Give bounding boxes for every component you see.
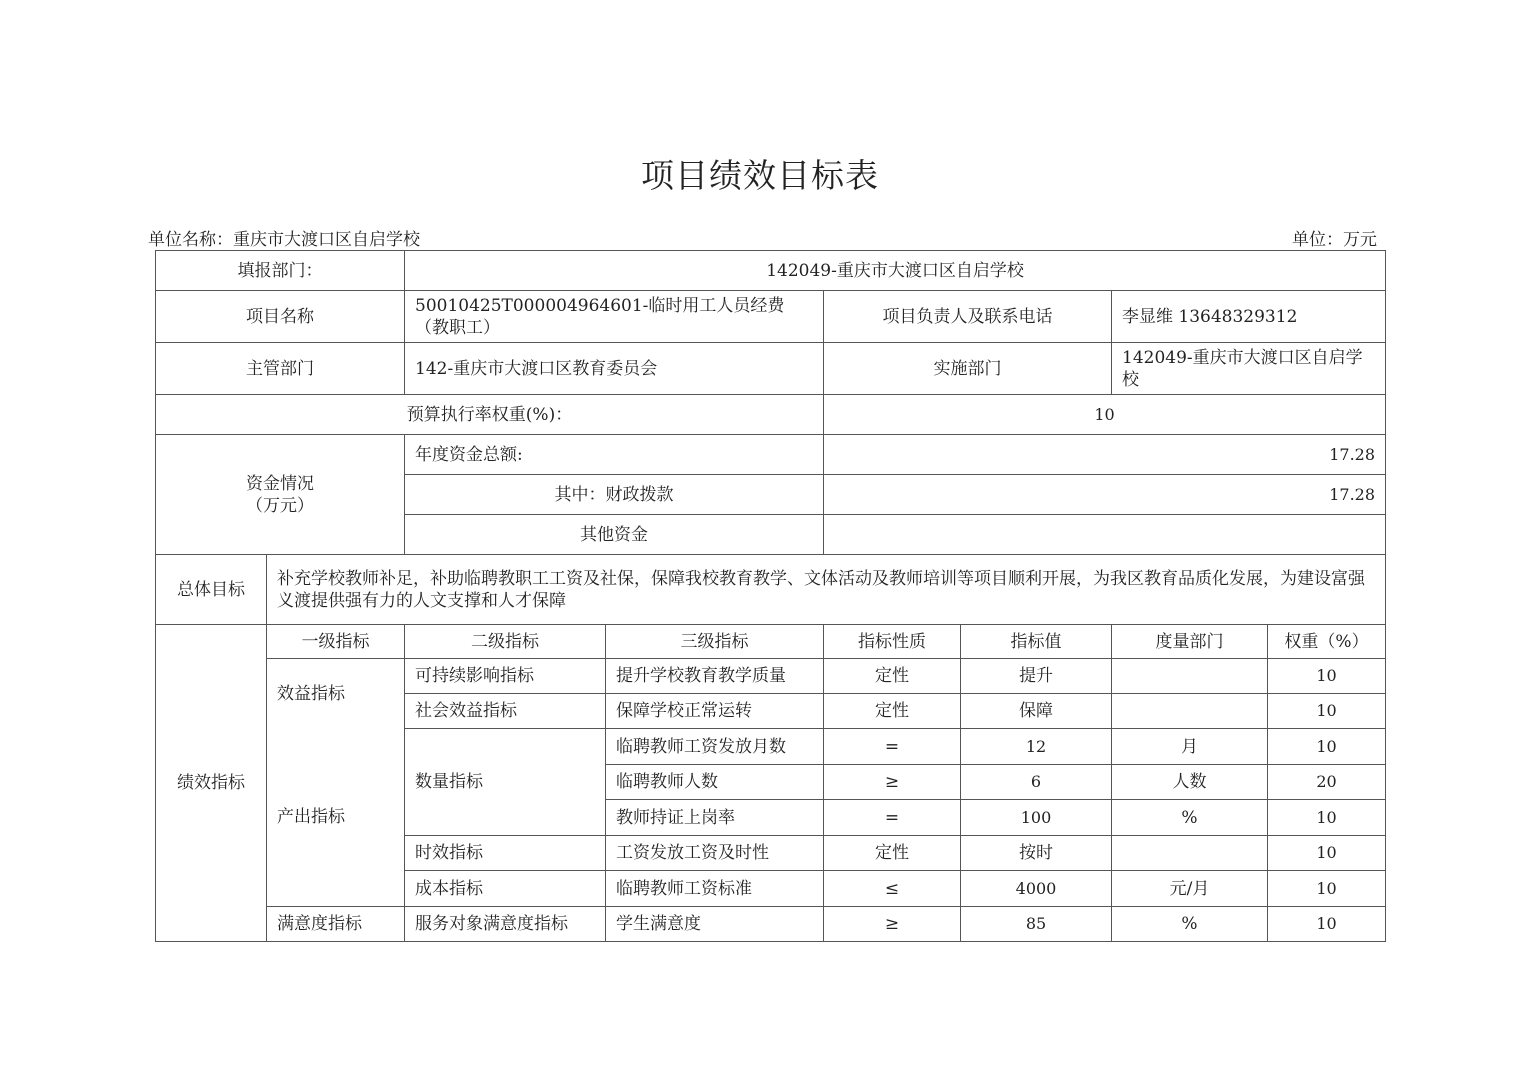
table-row-weight: 20 bbox=[1268, 765, 1386, 800]
table-row-nature: 定性 bbox=[824, 836, 961, 871]
other-label: 其他资金 bbox=[405, 515, 824, 555]
table-row-value: 保障 bbox=[961, 694, 1112, 729]
unit-name: 单位名称：重庆市大渡口区自启学校 bbox=[148, 230, 420, 250]
table-row-l3: 临聘教师工资标准 bbox=[606, 871, 824, 907]
supervisor-value: 142-重庆市大渡口区教育委员会 bbox=[405, 343, 824, 395]
level1-benefit: 效益指标 bbox=[267, 659, 405, 729]
budget-weight-value: 10 bbox=[824, 395, 1386, 435]
table-row-value: 12 bbox=[961, 729, 1112, 765]
table-row-l3: 临聘教师工资发放月数 bbox=[606, 729, 824, 765]
table-row-weight: 10 bbox=[1268, 694, 1386, 729]
table-row-nature: ≥ bbox=[824, 765, 961, 800]
fiscal-label: 其中：财政拨款 bbox=[405, 475, 824, 515]
table-row-nature: ≥ bbox=[824, 907, 961, 942]
table-row-nature: = bbox=[824, 800, 961, 836]
funds-label-cell bbox=[156, 435, 405, 555]
level2-quantity: 数量指标 bbox=[405, 729, 606, 836]
table-row-nature: ≤ bbox=[824, 871, 961, 907]
level2-sustainable: 可持续影响指标 bbox=[405, 659, 606, 694]
table-row-weight: 10 bbox=[1268, 871, 1386, 907]
level2-service-satisfaction: 服务对象满意度指标 bbox=[405, 907, 606, 942]
table-row-nature: 定性 bbox=[824, 694, 961, 729]
table-row-value: 6 bbox=[961, 765, 1112, 800]
impl-dept-value: 142049-重庆市大渡口区自启学校 bbox=[1112, 343, 1386, 395]
perf-label: 绩效指标 bbox=[156, 625, 267, 942]
header-weight: 权重（%） bbox=[1268, 625, 1386, 659]
table-row-unit: 月 bbox=[1112, 729, 1268, 765]
table-row-value: 85 bbox=[961, 907, 1112, 942]
fiscal-value: 17.28 bbox=[824, 475, 1386, 515]
goal-text: 补充学校教师补足，补助临聘教职工工资及社保，保障我校教育教学、文体活动及教师培训等项目顺利开展，为我区教育品质化发展，为建设富强义渡提供强有力的人文支撑和人才保障 bbox=[267, 555, 1386, 625]
table-row-nature: 定性 bbox=[824, 659, 961, 694]
table-row-nature: = bbox=[824, 729, 961, 765]
project-name-label: 项目名称 bbox=[156, 291, 405, 343]
table-row-weight: 10 bbox=[1268, 729, 1386, 765]
annual-total-label: 年度资金总额: bbox=[405, 435, 824, 475]
header-unit: 度量部门 bbox=[1112, 625, 1268, 659]
level2-social: 社会效益指标 bbox=[405, 694, 606, 729]
project-leader-label: 项目负责人及联系电话 bbox=[824, 291, 1112, 343]
table-row-unit: 人数 bbox=[1112, 765, 1268, 800]
table-row-unit bbox=[1112, 659, 1268, 694]
unit-label: 单位：万元 bbox=[1292, 230, 1377, 250]
header-value: 指标值 bbox=[961, 625, 1112, 659]
project-leader-value: 李显维 13648329312 bbox=[1112, 291, 1386, 343]
table-row-l3: 工资发放工资及时性 bbox=[606, 836, 824, 871]
header-level1: 一级指标 bbox=[267, 625, 405, 659]
table-row-l3: 学生满意度 bbox=[606, 907, 824, 942]
table-row-value: 4000 bbox=[961, 871, 1112, 907]
impl-dept-label: 实施部门 bbox=[824, 343, 1112, 395]
budget-weight-label: 预算执行率权重(%)： bbox=[156, 395, 824, 435]
table-row-value: 提升 bbox=[961, 659, 1112, 694]
supervisor-label: 主管部门 bbox=[156, 343, 405, 395]
goal-label: 总体目标 bbox=[156, 555, 267, 625]
table-row-l3: 教师持证上岗率 bbox=[606, 800, 824, 836]
table-row-weight: 10 bbox=[1268, 836, 1386, 871]
performance-table bbox=[155, 250, 1386, 942]
level2-timeliness: 时效指标 bbox=[405, 836, 606, 871]
level2-cost: 成本指标 bbox=[405, 871, 606, 907]
table-row-weight: 10 bbox=[1268, 907, 1386, 942]
other-value bbox=[824, 515, 1386, 555]
table-row-value: 100 bbox=[961, 800, 1112, 836]
header-level3: 三级指标 bbox=[606, 625, 824, 659]
fill-dept-label: 填报部门： bbox=[156, 251, 405, 291]
table-row-unit: % bbox=[1112, 800, 1268, 836]
project-name-value: 50010425T000004964601-临时用工人员经费（教职工） bbox=[405, 291, 824, 343]
funds-unit: （万元） bbox=[246, 495, 314, 516]
table-row-unit: % bbox=[1112, 907, 1268, 942]
table-row-unit: 元/月 bbox=[1112, 871, 1268, 907]
annual-total-value: 17.28 bbox=[824, 435, 1386, 475]
level1-output: 产出指标 bbox=[267, 729, 405, 907]
table-row-weight: 10 bbox=[1268, 659, 1386, 694]
funds-label: 资金情况 bbox=[246, 473, 314, 494]
table-row-value: 按时 bbox=[961, 836, 1112, 871]
table-row-weight: 10 bbox=[1268, 800, 1386, 836]
table-row-unit bbox=[1112, 836, 1268, 871]
fill-dept-value: 142049-重庆市大渡口区自启学校 bbox=[405, 251, 1386, 291]
header-nature: 指标性质 bbox=[824, 625, 961, 659]
table-row-l3: 临聘教师人数 bbox=[606, 765, 824, 800]
page-title: 项目绩效目标表 bbox=[641, 156, 879, 195]
table-row-l3: 提升学校教育教学质量 bbox=[606, 659, 824, 694]
header-level2: 二级指标 bbox=[405, 625, 606, 659]
level1-satisfaction: 满意度指标 bbox=[267, 907, 405, 942]
table-row-l3: 保障学校正常运转 bbox=[606, 694, 824, 729]
table-row-unit bbox=[1112, 694, 1268, 729]
